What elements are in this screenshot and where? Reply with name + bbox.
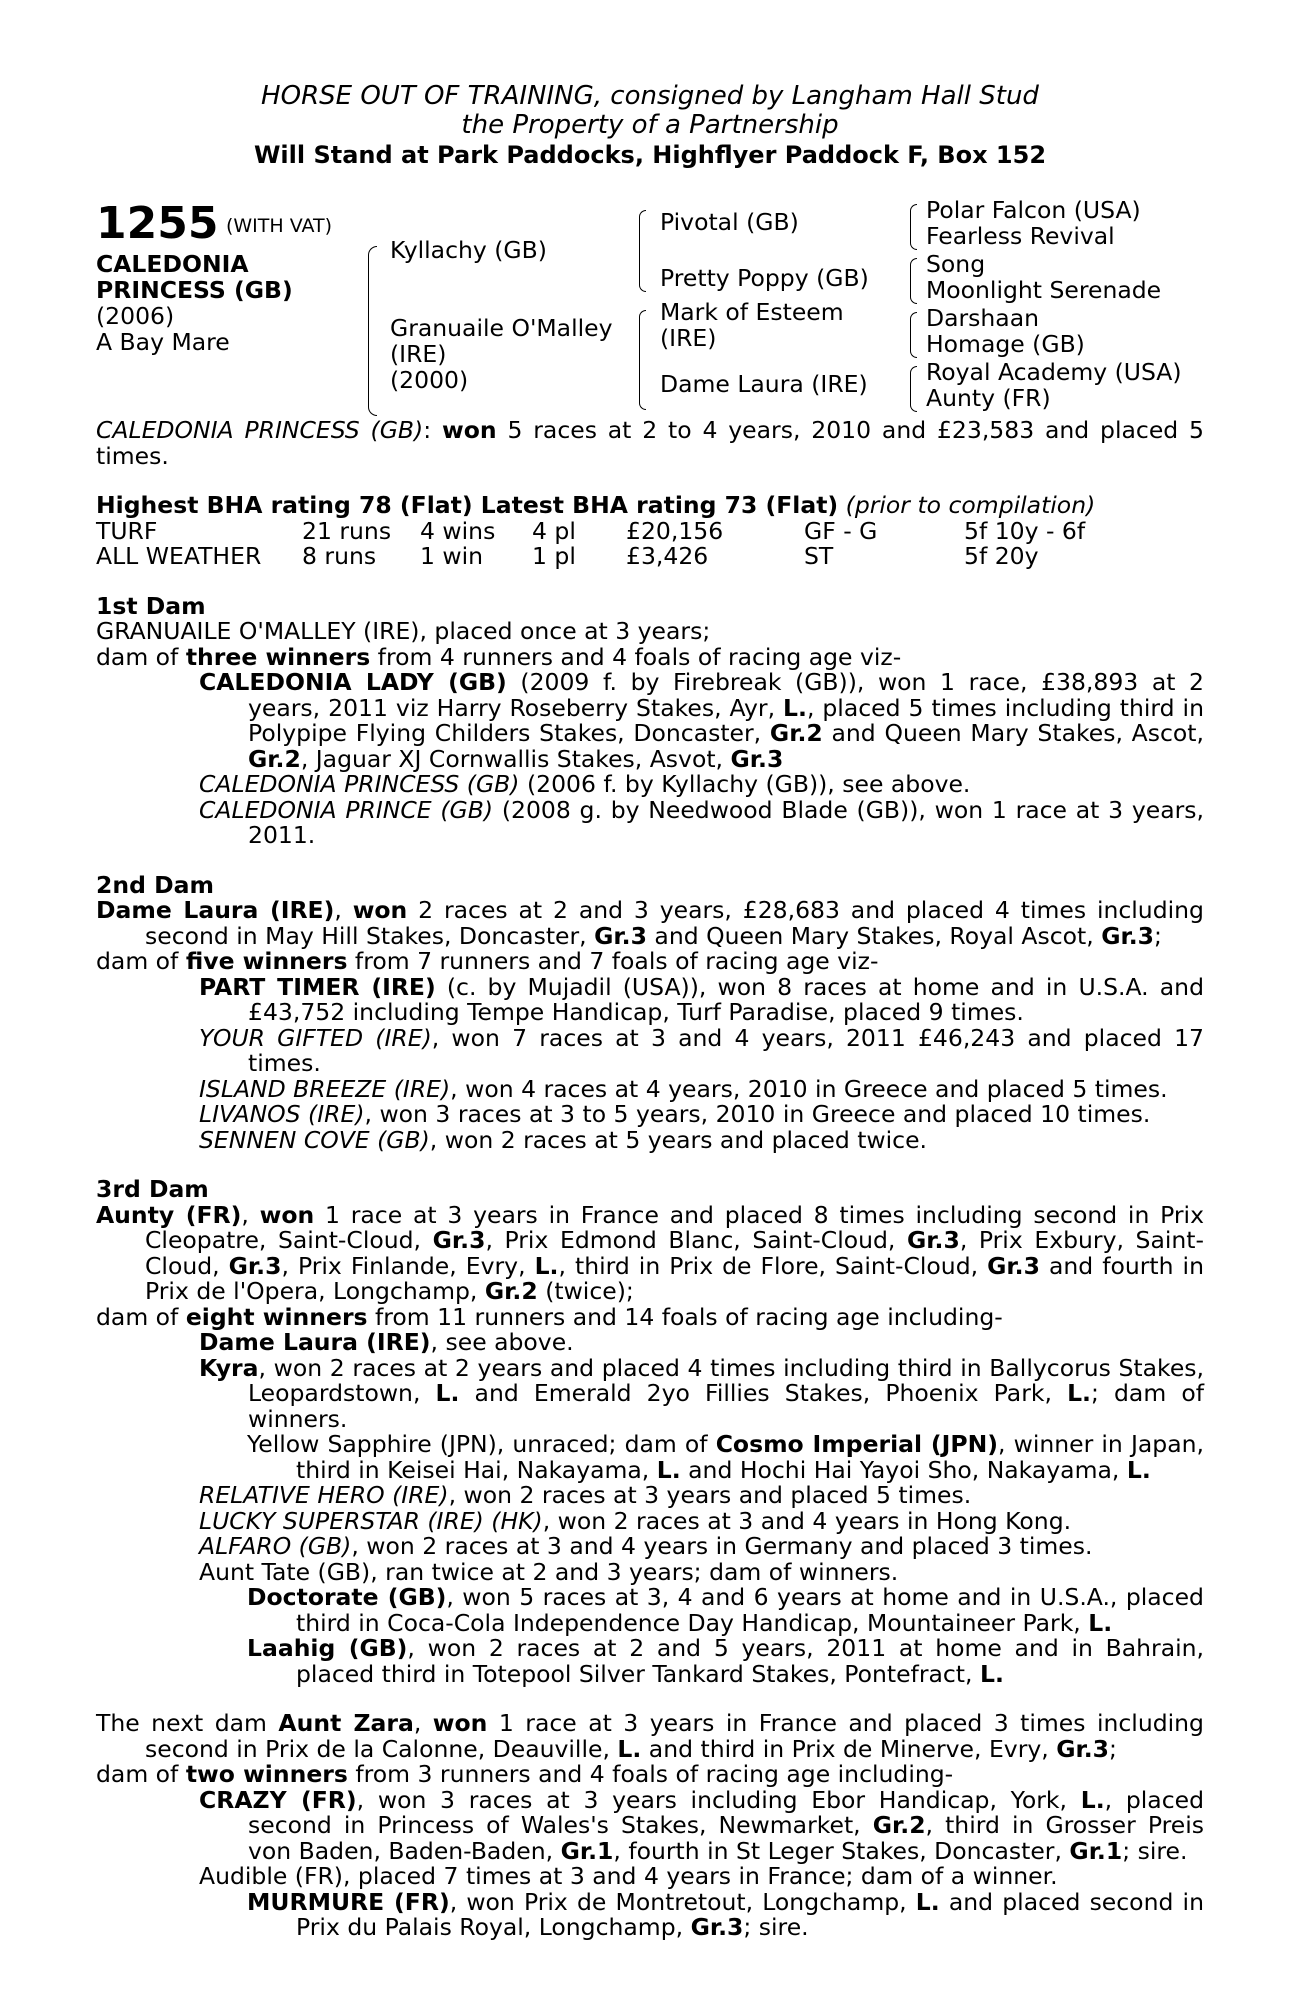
race-summary: CALEDONIA PRINCESS (GB): won 5 races at 2 to 4 years, 2010 and £23,583 and placed 5 times. <box>96 416 1204 470</box>
dam-sire-1: Mark of Esteem <box>660 298 844 326</box>
list-item: SENNEN COVE (GB), won 2 races at 5 years and placed twice. <box>199 1125 928 1154</box>
sss: Polar Falcon (USA) <box>926 196 1141 224</box>
list-item: LIVANOS (IRE), won 3 races at 3 to 5 years, 2010 in Greece and placed 10 times. <box>199 1100 1151 1128</box>
dam-line-2: (IRE) <box>390 340 447 368</box>
list-item: CALEDONIA PRINCE (GB) (2008 g. by Needwood Blade (GB)), won 1 race at 3 years, 2011. <box>199 795 1204 849</box>
dam-sire-2: (IRE) <box>660 324 717 352</box>
list-item: PART TIMER (IRE) (c. by Mujadil (USA)), won 8 races at home and in U.S.A. and £43,752 including Tempe Handicap, Turf Paradise, placed 9 times. <box>199 972 1204 1026</box>
property-line: the Property of a Partnership <box>461 110 839 140</box>
table-row: ALL WEATHER 8 runs 1 win 1 pl £3,426 ST 5f 20y <box>96 542 1039 570</box>
list-item: Kyra, won 2 races at 2 years and placed 4 times including third in Ballycorus Stakes, Leopardstown, L. and Emerald 2yo Fillies Stakes, Phoenix Park, L.; dam of winners. <box>199 1353 1204 1433</box>
vat-note: (WITH VAT) <box>225 215 333 237</box>
third-dam-section: 3rd Dam Aunty (FR), won 1 race at 3 years in France and placed 8 times including second in Prix Cleopatre, Saint-Cloud, Gr.3, Prix Edmond Blanc, Saint-Cloud, Gr.3, Prix Exbury, Saint-Cloud, Gr.3, Prix Finlande, Evry, L., third in Prix de Flore, Saint-Cloud, Gr.3 and fourth in Prix de l'Opera, Longchamp, Gr.2 (twice); dam of eight winners from 11 runners and 14 foals of racing age including- Dame Laura (IRE), see above. Kyra, won 2 races at 2 years and placed 4 times including third in Ballycorus Stakes, Leopardstown, L. and Emerald 2yo Fillies Stakes, Phoenix Park, L.; dam of winners. Yellow Sapphire (JPN), unraced; dam of Cosmo Imperial (JPN), winner in Japan, third in Keisei Hai, Nakayama, L. and Hochi Hai Yayoi Sho, Nakayama, L. RELATIVE HERO (IRE), won 2 races at 3 years and placed 5 times. LUCKY SUPERSTAR (IRE) (HK), won 2 races at 3 and 4 years in Hong Kong. ALFARO (GB), won 2 races at 3 and 4 years in Germany and placed 3 times. Aunt Tate (GB), ran twice at 2 and 3 years; dam of winners. Doctorate (GB), won 5 races at 3, 4 and 6 years at home and in U.S.A., placed third in Coca-Cola Independence Day Handicap, Mountaineer Park, L. Laahig (GB), won 2 races at 2 and 5 years, 2011 at home and in Bahrain, placed third in Totepool Silver Tankard Stakes, Pontefract, L. <box>96 1175 1204 1688</box>
ratings-heading: Highest BHA rating 78 (Flat) Latest BHA rating 73 (Flat) <box>96 491 839 519</box>
ratings-note: (prior to compilation) <box>845 491 1096 519</box>
list-item: YOUR GIFTED (IRE), won 7 races at 3 and 4 years, 2011 £46,243 and placed 17 times. <box>199 1023 1204 1077</box>
sire-sire: Pivotal (GB) <box>660 208 799 236</box>
ratings-section <box>96 493 1204 570</box>
section-title: 1st Dam <box>96 591 206 620</box>
dss: Darshaan <box>926 304 1039 332</box>
lot-header <box>96 82 1204 170</box>
sds: Song <box>926 250 986 278</box>
next-dam-section: The next dam Aunt Zara, won 1 race at 3 years in France and placed 3 times including second in Prix de la Calonne, Deauville, L. and third in Prix de Minerve, Evry, Gr.3; dam of two winners from 3 runners and 4 foals of racing age including- CRAZY (FR), won 3 races at 3 years including Ebor Handicap, York, L., placed second in Princess of Wales's Stakes, Newmarket, Gr.2, third in Grosser Preis von Baden, Baden-Baden, Gr.1, fourth in St Leger Stakes, Doncaster, Gr.1; sire. Audible (FR), placed 7 times at 3 and 4 years in France; dam of a winner. MURMURE (FR), won Prix de Montretout, Longchamp, L. and placed second in Prix du Palais Royal, Longchamp, Gr.3; sire. <box>96 1709 1204 1941</box>
ddd: Aunty (FR) <box>926 384 1051 412</box>
first-dam-section: 1st Dam GRANUAILE O'MALLEY (IRE), placed once at 3 years; dam of three winners from 4 runners and 4 foals of racing age viz- CALEDONIA LADY (GB) (2009 f. by Firebreak (GB)), won 1 race, £38,893 at 2 years, 2011 viz Harry Roseberry Stakes, Ayr, L., placed 5 times including third in Polypipe Flying Childers Stakes, Doncaster, Gr.2 and Queen Mary Stakes, Ascot, Gr.2, Jaguar XJ Cornwallis Stakes, Asvot, Gr.3 CALEDONIA PRINCESS (GB) (2006 f. by Kyllachy (GB)), see above. CALEDONIA PRINCE (GB) (2008 g. by Needwood Blade (GB)), won 1 race at 3 years, 2011. <box>96 591 1204 849</box>
catalogue-page <box>96 82 1204 1941</box>
list-item: Laahig (GB), won 2 races at 2 and 5 years, 2011 at home and in Bahrain, placed third in Totepool Silver Tankard Stakes, Pontefract, L. <box>247 1634 1204 1688</box>
section-title: 3rd Dam <box>96 1175 209 1203</box>
horse-description: A Bay Mare <box>96 328 230 356</box>
runs-table <box>96 516 1086 570</box>
list-item: Doctorate (GB), won 5 races at 3, 4 and 6 years at home and in U.S.A., placed third in Coca-Cola Independence Day Handicap, Mountaineer Park, L. <box>247 1583 1204 1637</box>
list-item: Aunt Tate (GB), ran twice at 2 and 3 years; dam of winners. <box>199 1557 899 1586</box>
list-item: CALEDONIA PRINCESS (GB) (2006 f. by Kyllachy (GB)), see above. <box>199 770 971 798</box>
list-item: MURMURE (FR), won Prix de Montretout, Longchamp, L. and placed second in Prix du Palais Royal, Longchamp, Gr.3; sire. <box>247 1887 1204 1941</box>
list-item: CRAZY (FR), won 3 races at 3 years including Ebor Handicap, York, L., placed second in Princess of Wales's Stakes, Newmarket, Gr.2, third in Grosser Preis von Baden, Baden-Baden, Gr.1, fourth in St Leger Stakes, Doncaster, Gr.1; sire. <box>199 1785 1204 1865</box>
sire: Kyllachy (GB) <box>390 236 547 264</box>
consignor-line: HORSE OUT OF TRAINING, consigned by Langham Hall Stud <box>261 81 1039 111</box>
lot-number-block <box>96 198 333 249</box>
brace-3a <box>910 204 917 250</box>
section-title: 2nd Dam <box>96 870 214 899</box>
pedigree <box>96 196 1204 418</box>
dam-dam: Dame Laura (IRE) <box>660 370 868 398</box>
list-item: ALFARO (GB), won 2 races at 3 and 4 years in Germany and placed 3 times. <box>199 1532 1093 1560</box>
sire-parents-brace <box>639 210 646 292</box>
second-dam-section: 2nd Dam Dame Laura (IRE), won 2 races at 2 and 3 years, £28,683 and placed 4 times including second in May Hill Stakes, Doncaster, Gr.3 and Queen Mary Stakes, Royal Ascot, Gr.3; dam of five winners from 7 runners and 7 foals of racing age viz- PART TIMER (IRE) (c. by Mujadil (USA)), won 8 races at home and in U.S.A. and £43,752 including Tempe Handicap, Turf Paradise, placed 9 times. YOUR GIFTED (IRE), won 7 races at 3 and 4 years, 2011 £46,243 and placed 17 times. ISLAND BREEZE (IRE), won 4 races at 4 years, 2010 in Greece and placed 5 times. LIVANOS (IRE), won 3 races at 3 to 5 years, 2010 in Greece and placed 10 times. SENNEN COVE (GB), won 2 races at 5 years and placed twice. <box>96 870 1204 1154</box>
sire-dam-brace <box>368 246 377 416</box>
ssd: Fearless Revival <box>926 222 1115 250</box>
horse-year: (2006) <box>96 302 175 330</box>
sire-dam: Pretty Poppy (GB) <box>660 264 869 292</box>
dam-parents-brace <box>639 310 646 410</box>
dam-line-1: Granuaile O'Malley <box>390 314 613 342</box>
dsd: Homage (GB) <box>926 330 1085 358</box>
location-line: Will Stand at Park Paddocks, Highflyer Paddock F, Box 152 <box>253 141 1047 169</box>
sdd: Moonlight Serenade <box>926 276 1162 304</box>
list-item: Audible (FR), placed 7 times at 3 and 4 years in France; dam of a winner. <box>199 1862 1058 1890</box>
list-item: Yellow Sapphire (JPN), unraced; dam of Cosmo Imperial (JPN), winner in Japan, third in Keisei Hai, Nakayama, L. and Hochi Hai Yayoi Sho, Nakayama, L. <box>247 1430 1204 1484</box>
list-item: CALEDONIA LADY (GB) (2009 f. by Firebreak (GB)), won 1 race, £38,893 at 2 years, 2011 viz Harry Roseberry Stakes, Ayr, L., placed 5 times including third in Polypipe Flying Childers Stakes, Doncaster, Gr.2 and Queen Mary Stakes, Ascot, Gr.2, Jaguar XJ Cornwallis Stakes, Asvot, Gr.3 <box>199 668 1204 773</box>
dam-year: (2000) <box>390 366 469 394</box>
brace-3d <box>910 366 917 412</box>
horse-name-1: CALEDONIA <box>96 250 249 278</box>
lot-number: 1255 <box>96 198 219 249</box>
dds: Royal Academy (USA) <box>926 358 1182 386</box>
horse-name-2: PRINCESS (GB) <box>96 276 293 304</box>
list-item: ISLAND BREEZE (IRE), won 4 races at 4 years, 2010 in Greece and placed 5 times. <box>199 1074 1168 1103</box>
brace-3c <box>910 312 917 358</box>
list-item: RELATIVE HERO (IRE), won 2 races at 3 years and placed 5 times. <box>199 1481 972 1509</box>
list-item: Dame Laura (IRE), see above. <box>199 1328 574 1356</box>
list-item: LUCKY SUPERSTAR (IRE) (HK), won 2 races at 3 and 4 years in Hong Kong. <box>199 1506 1072 1535</box>
table-row: TURF 21 runs 4 wins 4 pl £20,156 GF - G 5f 10y - 6f <box>96 516 1086 545</box>
brace-3b <box>910 258 917 304</box>
